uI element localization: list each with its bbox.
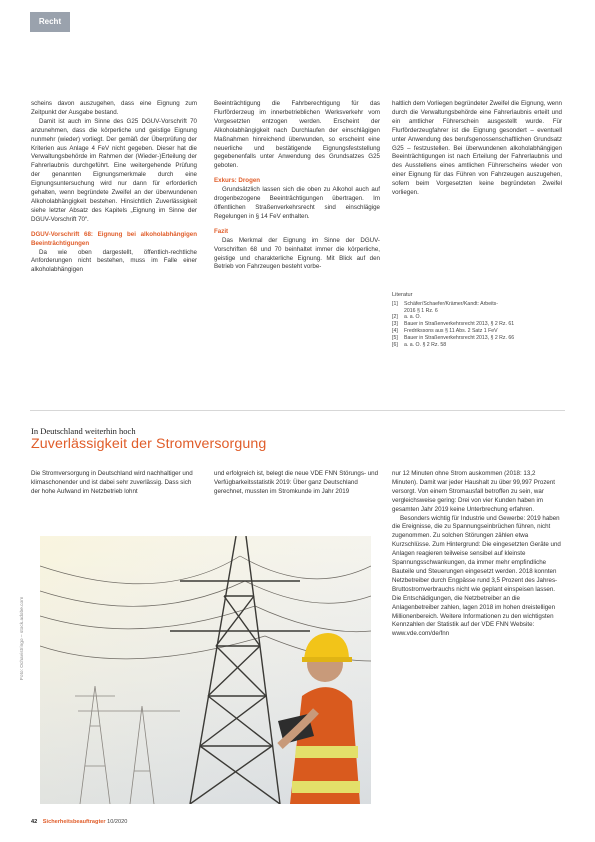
article2-column-1 [31, 470, 197, 497]
article-headline: Zuverlässigkeit der Stromversorgung [31, 436, 267, 452]
issue-number: 10/2020 [107, 819, 128, 825]
article-column-3 [392, 100, 562, 198]
literature-item: [6] a. a. O. § 2 Rz. 58 [392, 341, 447, 348]
literature-item: [3] Bauer in Straßenverkehrsrecht 2013, § 2 Rz. 61 [392, 321, 515, 328]
paragraph: Beeinträchtigung die Fahrberechtigung für das Flurförderzeug im innerbetrieblichen Werksverkehr vom Vorgesetzten entzogen werden. Erscheint der Alkoholabhängigkeit nach Durchlaufen der einschlägigen Maßnahmen hinreichend überwunden, so erscheint eine neuerliche und bestätigende Eignungsfeststellung gegebenenfalls unter Anwendung des Grundsatzes G25 geboten. [214, 100, 380, 170]
magazine-name: Sicherheitsbeauftragter [42, 819, 106, 825]
section-tag: Recht [30, 12, 70, 32]
photo-power-pylon [40, 536, 371, 804]
section-heading: DGUV-Vorschrift 68: Eignung bei alkoholabhängigen Beeinträchtigungen [31, 230, 197, 247]
paragraph: Grundsätzlich lassen sich die oben zu Alkohol auch auf drogenbezogene Beeinträchtigungen übertragen. Im öffentlichen Straßenverkehrsrecht sind einschlägige Regelungen in § 14 FeV enthalten. [214, 186, 380, 220]
literature-item: [4] Fredrikssons aus § 11 Abs. 2 Satz 1 FeV [392, 327, 498, 334]
section-heading: Fazit [214, 227, 229, 235]
divider [30, 410, 565, 411]
website-link[interactable]: www.vde.com/de/fnn [392, 630, 450, 638]
photo-credit: Foto: Ochavistringo – stock.adobe.com [20, 596, 25, 680]
article-column-1 [31, 100, 197, 275]
article2-column-3 [392, 470, 562, 639]
literature-list [392, 292, 562, 348]
paragraph: Besonders wichtig für Industrie und Gewerbe: 2019 haben die Ereignisse, die zu Spannungseinbrüchen führen, nicht zugenommen. Zu solchen Störungen zählen etwa Kurzschlüsse. Zum Hintergrund: Die eingesetzten Geräte und Anlagen reagieren teilweise sensibel auf kleinste Spannungsschwankungen, da immer mehr empfindliche Bauteile und Steuerungen eingesetzt werden. 2018 konnten Netzbetreiber durch Engpässe rund 3,5 Prozent des Jahres-Bruttostromverbrauchs nicht wie geplant einspeisen lassen. Die Entschädigungen, die Netzbetreiber an die Anlagenbetreiber zahlen, lagen 2018 im hohen dreistelligen Millionenbereich. Weitere Informationen zu den wichtigsten Kennzahlen der Statistik auf der VDE FNN Website: [392, 514, 561, 629]
paragraph: nur 12 Minuten ohne Strom auskommen (2018: 13,2 Minuten). Damit war jeder Haushalt zu über 99,997 Prozent versorgt. Von einem Stromausfall betroffen zu sein, war vergleichsweise gering: Drei von vier Kunden haben im gesamten Jahr 2019 keine Unterbrechung erfahren. [392, 470, 556, 513]
literature-title: Literatur [392, 292, 413, 298]
page-footer [31, 819, 127, 825]
literature-item: [2] a. a. O. [392, 314, 422, 321]
article-column-2 [214, 100, 380, 272]
paragraph: Da wie oben dargestellt, öffentlich-rechtliche Anforderungen nicht bestehen, muss im Falle einer alkoholabhängigen [31, 248, 197, 274]
article2-column-2 [214, 470, 380, 497]
paragraph: Damit ist auch im Sinne des G25 DGUV-Vorschrift 70 anzunehmen, dass die körperliche und geistige Eignung nunmehr (wieder) vorliegt. Der gemäß der Überprüfung der Kriterien aus Anlage 4 FeV nicht gegeben. Dieser hat die Verwaltungsbehörde im Rahmen der (Wieder-)Erteilung der Fahrerlaubnis durchgeführt. Eine weitergehende Prüfung der genannten Eignungsmerkmale durch eine Eignungsuntersuchung wird nur dann für erforderlich gehalten, wenn begründete Zweifel an der überwundenen Alkoholabhängigkeit bestehen. Hinsichtlich Zuverlässigkeit siehe letzter Absatz des Kapitels „Eignung im Sinne der DGUV-Vorschrift 70“. [31, 117, 197, 223]
paragraph: Die Stromversorgung in Deutschland wird nachhaltiger und klimaschonender und ist dabei sehr zuverlässig. Dass sich der hohe Aufwand im Netzbetrieb lohnt [31, 470, 193, 495]
literature-item: [5] Bauer in Straßenverkehrsrecht 2013, § 2 Rz. 66 [392, 334, 515, 341]
literature-item: 2016 § 1 Rz. 6 [404, 307, 438, 314]
paragraph: Das Merkmal der Eignung im Sinne der DGUV-Vorschriften 68 und 70 beinhaltet immer die körperliche, geistige und charakterliche Eignung. Mit Blick auf den Betrieb von Fahrzeugen besteht vorbe- [214, 236, 380, 271]
section-heading: Exkurs: Drogen [214, 177, 261, 185]
paragraph: scheins davon auszugehen, dass eine Eignung zum Zeitpunkt der Ausgabe bestand. [31, 100, 197, 116]
paragraph: haltlich dem Vorliegen begründeter Zweifel die Eignung, wenn durch die Verwaltungsbehörde eine Fahrerlaubnis erteilt und ein amtlicher Führerschein ausgestellt wurde. Für Flurförderzeugfahrer ist die Eignung gesondert – eventuell unter Anwendung des berufsgenossenschaftlichen Grundsatz G25 – festzustellen. Bei überwundenen alkoholabhängigen Beeinträchtigungen ist nach Erteilung der Fahrerlaubnis und des Ausstellens eines amtlichen Führerscheins wieder von einer Eignung für das Führen von Fahrzeugen auszugehen, sofern beim Vorgesetzten keine begründeten Zweifel vorliegen. [392, 100, 562, 197]
article-kicker: In Deutschland weiterhin hoch [31, 426, 136, 436]
page-number: 42 [31, 819, 38, 825]
literature-item: [1] Schäfer/Schaefer/Krämer/Kandt: Arbeits- [392, 300, 498, 307]
paragraph: und erfolgreich ist, belegt die neue VDE FNN Störungs- und Verfügbarkeitsstatistik 2019: Über ganz Deutschland gerechnet, mussten im Stromkunde im Jahr 2019 [214, 470, 379, 495]
